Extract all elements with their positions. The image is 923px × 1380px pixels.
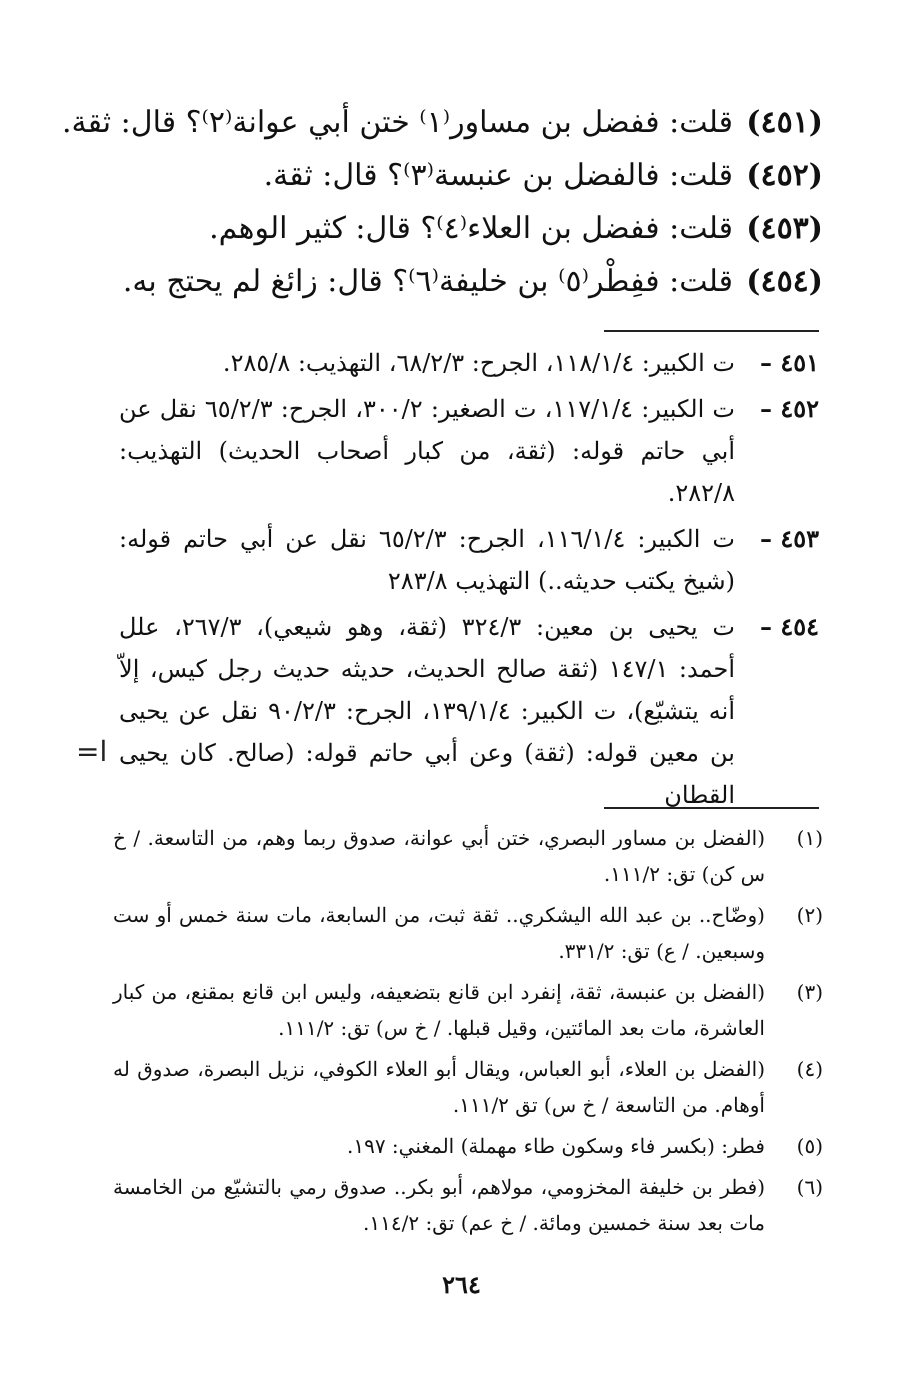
entry-text: قلت: فالفضل بن عنبسة⁽٣⁾؟ قال: ثقة. — [263, 158, 733, 193]
main-entries — [62, 96, 823, 308]
footnote-number: (٦) — [796, 1175, 823, 1199]
note-452 — [119, 388, 819, 514]
footnote-text: (الفضل بن العلاء، أبو العباس، ويقال أبو العلاء الكوفي، نزيل البصرة، صدوق له أوهام. من التاسعة / خ س) تق ١١١/٢. — [113, 1057, 765, 1117]
entry-text: قلت: ففِطْر⁽٥⁾ بن خليفة⁽٦⁾؟ قال: زائغ لم يحتج به. — [122, 264, 733, 299]
footnote-number: (٥) — [796, 1134, 823, 1158]
entry-number: (٤٥٢) — [746, 158, 823, 193]
footnote-text: (وضّاح.. بن عبد الله اليشكري.. ثقة ثبت، من السابعة، مات سنة خمس أو ست وسبعين. / ع) تق: ٣٣١/٢. — [113, 903, 765, 963]
entry-453 — [113, 202, 823, 255]
separator-rule — [604, 330, 819, 332]
footnote-text: (الفضل بن مساور البصري، ختن أبي عوانة، صدوق ربما وهم، من التاسعة. / خ س كن) تق: ١١١/٢. — [113, 826, 765, 886]
footnote-number: (١) — [796, 826, 823, 850]
note-451 — [119, 342, 819, 384]
footnote-rule — [604, 807, 819, 809]
footnote-3 — [113, 974, 823, 1046]
entry-454 — [113, 255, 823, 308]
footnote-number: (٣) — [796, 980, 823, 1004]
footnote-5 — [113, 1128, 823, 1164]
note-text: ت الكبير: ١١٧/١/٤، ت الصغير: ٣٠٠/٢، الجرح: ٦٥/٢/٣ نقل عن أبي حاتم قوله: (ثقة، من كبار أصحاب الحديث) التهذيب: ٢٨٢/٨. — [119, 395, 736, 507]
entry-text: قلت: ففضل بن مساور⁽١⁾ ختن أبي عوانة⁽٢⁾؟ قال: ثقة. — [62, 105, 733, 140]
note-454 — [119, 606, 819, 816]
note-453 — [119, 518, 819, 602]
margin-continuation-mark: =ا — [76, 735, 108, 768]
page-number: ٢٦٤ — [442, 1270, 481, 1299]
note-text: ت يحيى بن معين: ٣٢٤/٣ (ثقة، وهو شيعي)، ٢٦٧/٣، علل أحمد: ١٤٧/١ (ثقة صالح الحديث، حديثه حديث رجل كيس، إلاّ أنه يتشيّع)، ت الكبير: ١٣٩/١/٤، الجرح: ٩٠/٢/٣ نقل عن يحيى بن معين قوله: (ثقة) وعن أبي حاتم قوله: (صالح. كان يحيى القطان — [119, 613, 736, 809]
note-text: ت الكبير: ١١٦/١/٤، الجرح: ٦٥/٢/٣ نقل عن أبي حاتم قوله: (شيخ يكتب حديثه..) التهذيب ٢٨٣/٨ — [119, 525, 735, 595]
footnote-4 — [113, 1051, 823, 1123]
entry-text: قلت: ففضل بن العلاء⁽٤⁾؟ قال: كثير الوهم. — [209, 211, 733, 246]
note-number: ٤٥٢ – — [759, 394, 819, 423]
footnote-6 — [113, 1169, 823, 1241]
entry-number: (٤٥٣) — [746, 211, 823, 246]
footnote-text: فطر: (بكسر فاء وسكون طاء مهملة) المغني: ١٩٧. — [346, 1134, 765, 1158]
footnote-1 — [113, 820, 823, 892]
footnote-2 — [113, 897, 823, 969]
entry-452 — [113, 149, 823, 202]
note-text: ت الكبير: ١١٨/١/٤، الجرح: ٦٨/٢/٣، التهذيب: ٢٨٥/٨. — [222, 349, 735, 377]
source-notes — [119, 342, 819, 820]
footnotes — [113, 820, 823, 1246]
footnote-text: (الفضل بن عنبسة، ثقة، إنفرد ابن قانع بتضعيفه، وليس ابن قانع بمقنع، من كبار العاشرة، مات بعد المائتين، وقيل قبلها. / خ س) تق: ١١١/٢. — [113, 980, 765, 1040]
note-number: ٤٥٣ – — [759, 524, 819, 553]
entry-number: (٤٥١) — [746, 105, 823, 140]
footnote-number: (٢) — [796, 903, 823, 927]
entry-451 — [62, 96, 823, 149]
footnote-number: (٤) — [796, 1057, 823, 1081]
note-number: ٤٥١ – — [759, 348, 819, 377]
note-number: ٤٥٤ – — [759, 612, 819, 641]
footnote-text: (فطر بن خليفة المخزومي، مولاهم، أبو بكر.. صدوق رمي بالتشيّع من الخامسة مات بعد سنة خمسين ومائة. / خ عم) تق: ١١٤/٢. — [113, 1175, 765, 1235]
entry-number: (٤٥٤) — [746, 264, 823, 299]
